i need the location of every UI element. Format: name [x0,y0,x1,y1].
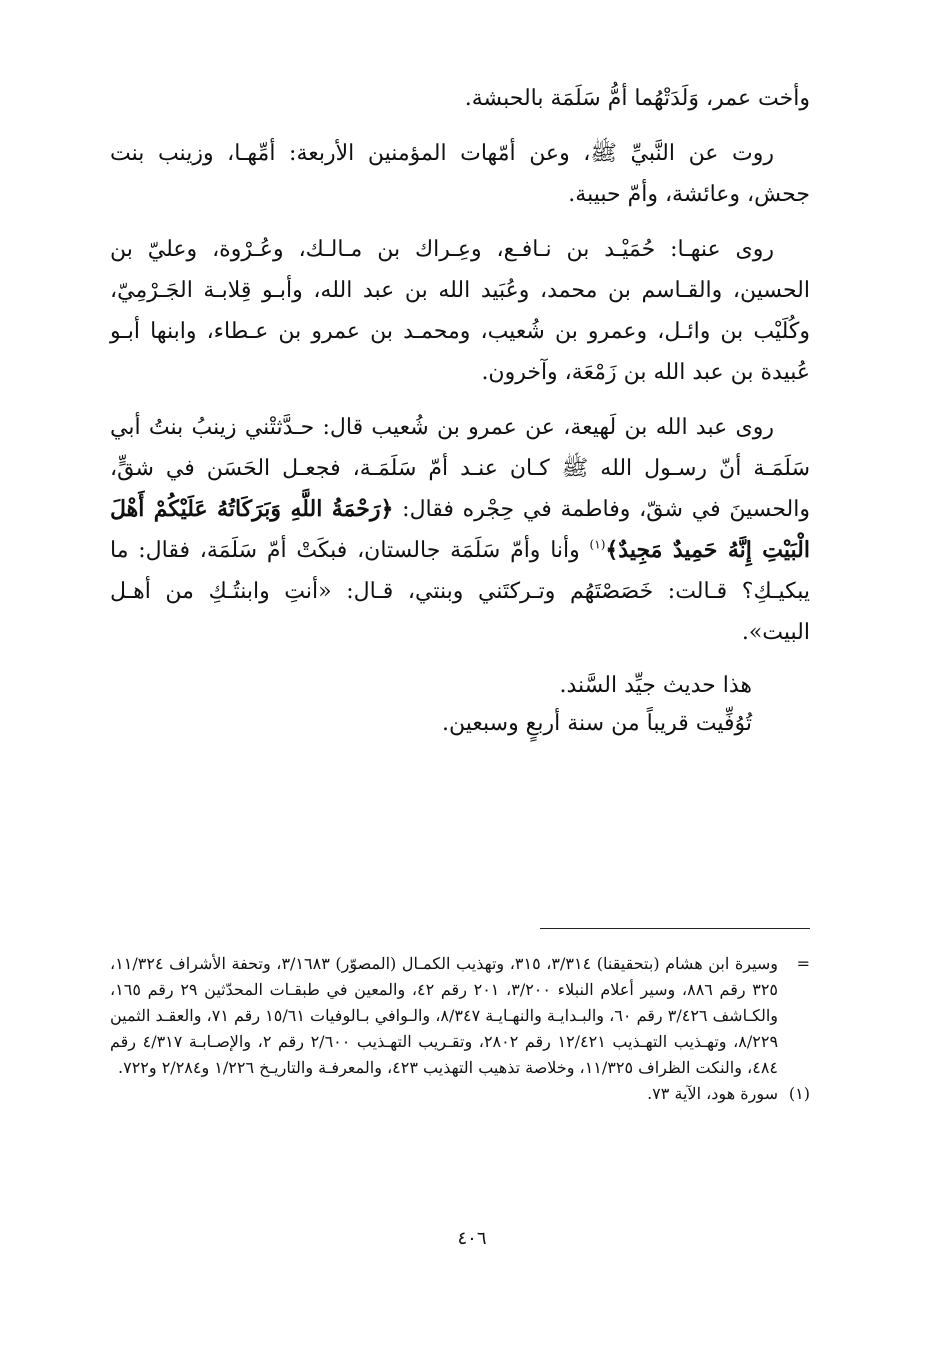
footnote-continuation-text: وسيرة ابن هشام (بتحقيقنا) ٣/٣١٤، ٣١٥، وتهذيب الكمـال (المصوّر) ٣/١٦٨٣، وتحفة الأشراف ١١/٣٢٤، ٣٢٥ رقم ٨٨٦، وسير أعلام النبلاء ٣/٢٠٠، ٢٠١ رقم ٤٢، والمعين في طبقـات المحدّثين ٢٩ رقم ١٦٥، والكـاشف ٣/٤٢٦ رقم ٦٠، والبـدايـة والنهـايـة ٨/٣٤٧، والـوافي بـالوفيات ١٥/٦١ رقم ٧١، والعقـد الثمين ٨/٢٢٩، وتهـذيب التهـذيب ١٢/٤٢١ رقم ٢٨٠٢، وتقـريب التهـذيب ٢/٦٠٠ رقم ٢، والإصـابـة ٤/٣١٧ رقم ٤٨٤، والنكت الظراف ١١/٣٢٥، وخلاصة تذهيب التهذيب ٤٢٣، والمعرفـة والتاريـخ ١/٢٢٦ و٢/٢٨٤ و٧٢٢. [110,954,779,1077]
hadith-grading: هذا حديث جيِّد السَّند. [559,673,752,698]
paragraph-lineage: وأخت عمر، وَلَدَتْهُما أمُّ سَلَمَة بالحبشة. [464,86,810,111]
footnote-continuation-marker: = [796,954,810,973]
footnote-1-text: سورة هود، الآية ٧٣. [647,1084,778,1103]
footnote-1 [110,1081,810,1107]
paragraph-narrated-by: روى عنهـا: حُمَيْـد بن نـافـع، وعِـراك بن مـالـك، وعُـرْوة، وعليّ بن الحسين، والقـاسم بن محمد، وعُبَيد الله بن عبد الله، وأبـو قِلابـة الجَـرْمِيّ، وكُلَيْب بن وائـل، وعمرو بن شُعيب، ومحمـد بن عمرو بن عـطاء، وابنها أبـو عُبيدة بن عبد الله بن زَمْعَة، وآخرون. [110,237,810,385]
footnote-reference: (١) [589,537,606,552]
page-number: ٤٠٦ [457,1228,487,1249]
quran-verse: ﴿رَحْمَةُ اللَّهِ وَبَرَكَاتُهُ عَلَيْكُمْ أَهْلَ الْبَيْتِ إِنَّهُ حَمِيدٌ مَجِيدٌ﴾ [110,496,810,563]
hadith-text-start: روى عبد الله بن لَهيعة، عن عمرو بن شُعيب قال: حـدَّثتْني زينبُ بنتُ أبي سَلَمَـة أنّ رسـول الله ﷺ كـان عنـد أمّ سَلَمَـة، فجعـل الحَسَن في شقٍّ، والحسينَ في شقّ، وفاطمة في حِجْره فقال: [110,415,810,522]
hadith-text-end: وأنا وأمّ سَلَمَة جالستان، فبكَتْ أمّ سَلَمَة، فقال: ما يبكيـكِ؟ قـالت: خَصَصْتَهُم وتـركتَني وبنتي، قـال: «أنتِ وابنتُـكِ من أهـل البيت». [110,538,810,645]
footnote-1-marker: (١) [788,1084,810,1103]
death-note: تُوُفِّيت قريباً من سنة أربعٍ وسبعين. [442,711,752,736]
paragraph-narrated-from: روت عن النَّبيِّ ﷺ، وعن أمّهات المؤمنين الأربعة: أمِّهـا، وزينب بنت جحش، وعائشة، وأمّ حبيبة. [110,141,810,207]
footnote-continuation [110,951,810,1081]
footnote-divider [540,928,810,929]
footnotes-section [110,928,810,1107]
main-text [110,78,810,743]
paragraph-hadith [110,407,810,653]
